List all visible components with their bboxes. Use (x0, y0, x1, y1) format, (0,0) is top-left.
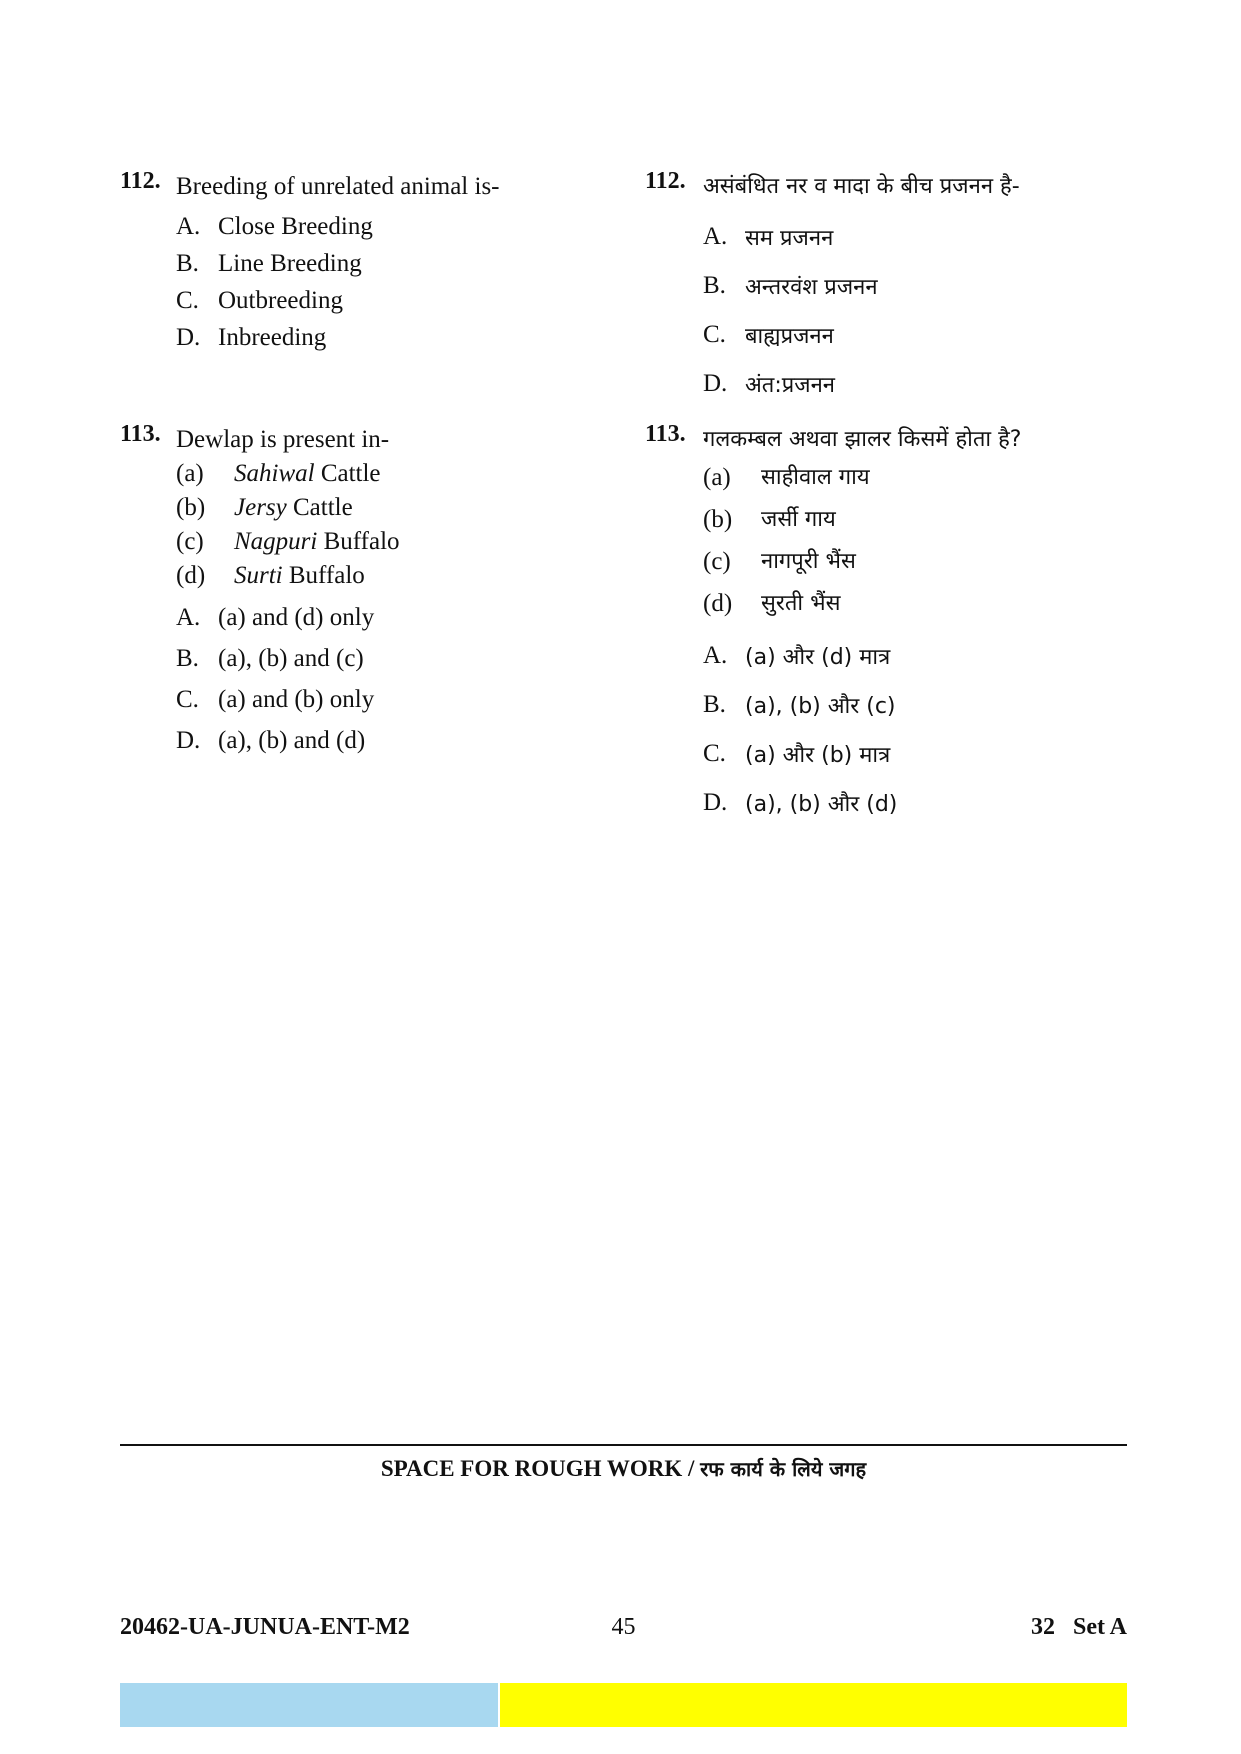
question-text: Breeding of unrelated animal is- (176, 173, 500, 200)
option-d: D. (a), (b) और (d) (703, 788, 898, 817)
option-b: B. Line Breeding (176, 249, 362, 277)
option-d: D. (a), (b) and (d) (176, 726, 366, 754)
question-text: Dewlap is present in- (176, 426, 390, 453)
question-number: 113. (120, 421, 161, 447)
option-a: A. Close Breeding (176, 212, 373, 240)
statement-c: (c) नागपूरी भैंस (703, 548, 856, 575)
color-bar-yellow (500, 1683, 1127, 1727)
option-c: C. बाह्यप्रजनन (703, 320, 834, 349)
english-column (120, 170, 640, 761)
question-number: 113. (645, 421, 686, 447)
option-c: C. Outbreeding (176, 286, 343, 314)
option-b: B. (a), (b) और (c) (703, 690, 896, 719)
statement-d: (d) Surti Buffalo (176, 562, 365, 589)
question-number: 112. (645, 168, 686, 194)
color-bar-blue (120, 1683, 498, 1727)
statement-b: (b) Jersy Cattle (176, 494, 353, 521)
rough-work-divider (120, 1444, 1127, 1446)
rough-work-heading: SPACE FOR ROUGH WORK / रफ कार्य के लिये जगह (380, 1456, 867, 1481)
page-footer (120, 1614, 1127, 1648)
question-112-en (120, 170, 640, 395)
question-113-hi (645, 423, 1165, 827)
option-a: A. (a) और (d) मात्र (703, 641, 891, 670)
option-a: A. सम प्रजनन (703, 222, 834, 251)
page-number: 45 (611, 1614, 636, 1640)
question-text: असंबंधित नर व मादा के बीच प्रजनन है- (703, 174, 1020, 199)
statement-d: (d) सुरती भैंस (703, 590, 841, 617)
statement-b: (b) जर्सी गाय (703, 506, 836, 533)
option-b: B. अन्तरवंश प्रजनन (703, 271, 878, 300)
question-text: गलकम्बल अथवा झालर किसमें होता है? (703, 427, 1022, 452)
question-number: 112. (120, 168, 161, 194)
option-b: B. (a), (b) and (c) (176, 644, 364, 672)
question-112-hi (645, 168, 1165, 398)
option-d: D. अंत:प्रजनन (703, 369, 836, 398)
paper-code: 20462-UA-JUNUA-ENT-M2 (120, 1614, 410, 1640)
option-c: C. (a) और (b) मात्र (703, 739, 891, 768)
question-113-en (120, 423, 640, 761)
option-a: A. (a) and (d) only (176, 603, 375, 631)
statement-c: (c) Nagpuri Buffalo (176, 528, 400, 555)
hindi-column (645, 170, 1165, 827)
option-d: D. Inbreeding (176, 323, 327, 351)
statement-a: (a) Sahiwal Cattle (176, 460, 381, 487)
set-label: 32 Set A (1031, 1614, 1127, 1640)
option-c: C. (a) and (b) only (176, 685, 375, 713)
statement-a: (a) साहीवाल गाय (703, 464, 870, 491)
